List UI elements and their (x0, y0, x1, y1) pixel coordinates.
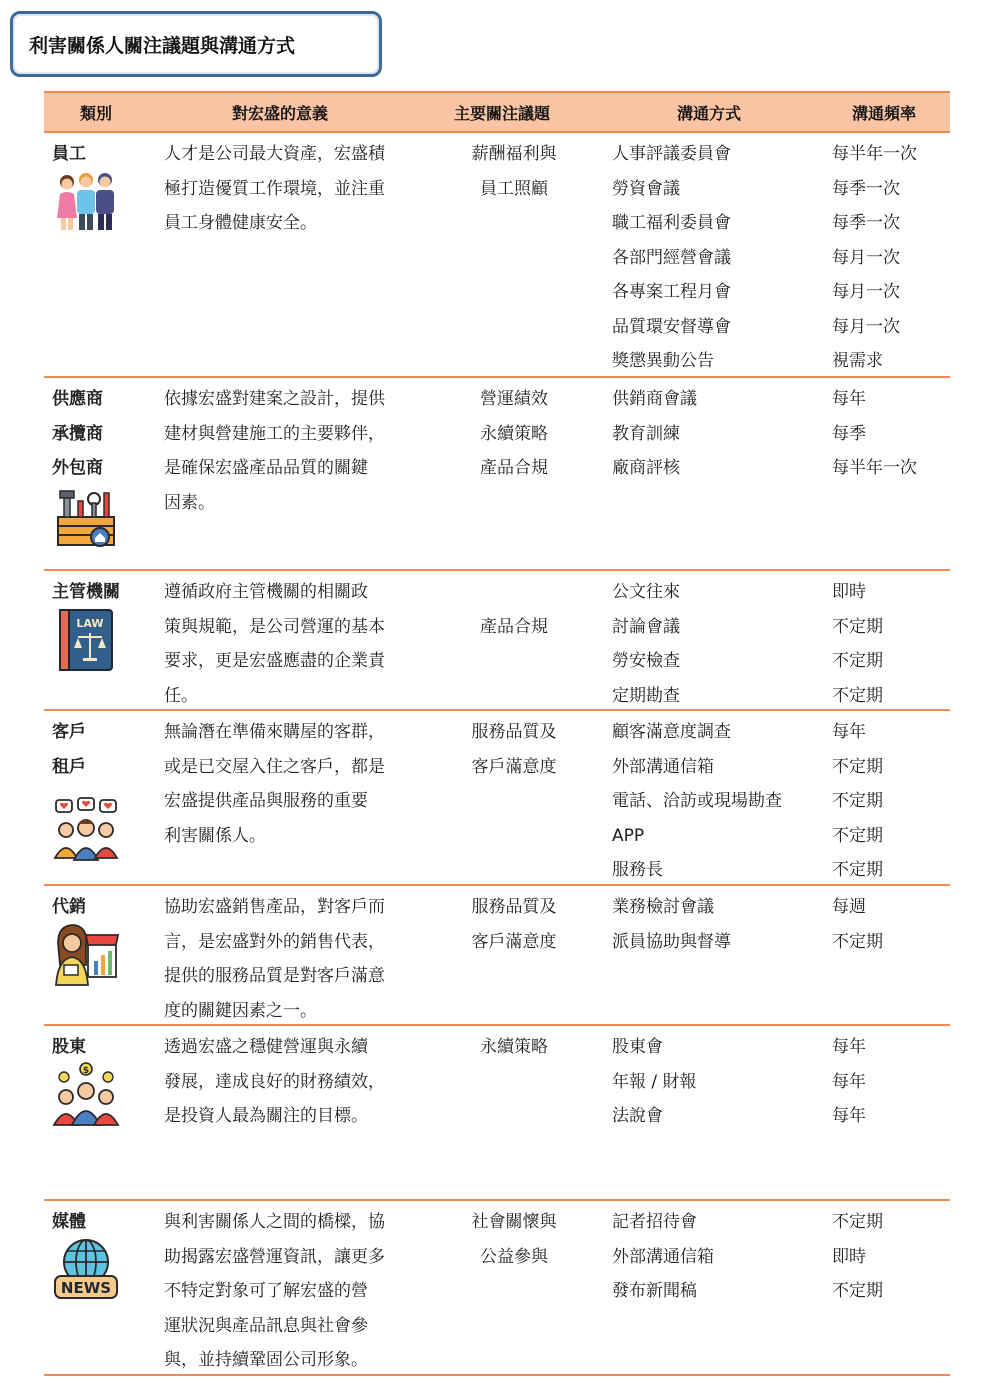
issues-line: 薪酬福利與 (471, 144, 557, 164)
issues-line: 永續策略 (480, 423, 548, 444)
shareholders-icon (52, 1061, 120, 1129)
issues-cell (444, 890, 584, 959)
methods-line: 教育訓練 (612, 423, 680, 444)
meaning-cell (164, 382, 434, 520)
category-cell (52, 575, 157, 610)
methods-line: 發布新聞稿 (612, 1281, 697, 1301)
frequency-line: 每季一次 (832, 213, 900, 233)
frequency-line: 每季 (832, 423, 866, 444)
methods-cell (612, 137, 822, 379)
frequency-line: 每年 (832, 389, 866, 409)
methods-line: 獎懲異動公告 (612, 351, 714, 371)
category-line: 員工 (52, 144, 86, 164)
category-line: 承攬商 (52, 423, 103, 444)
issues-line: 客戶滿意度 (471, 756, 557, 777)
table-row (44, 1201, 950, 1376)
issues-cell (444, 1030, 584, 1065)
table-row (44, 886, 950, 1026)
law-book-text: LAW (76, 617, 104, 630)
table-row (44, 711, 950, 886)
meaning-line: 或是已交屋入住之客戶，都是 (164, 756, 385, 777)
meaning-line: 任。 (164, 685, 198, 706)
frequency-line: 每季一次 (832, 178, 900, 199)
frequency-line: 不定期 (832, 825, 883, 846)
table-row (44, 1026, 950, 1201)
methods-line: 各部門經營會議 (612, 247, 731, 268)
category-cell (52, 715, 157, 784)
methods-cell (612, 715, 822, 888)
meaning-line: 與，並持續鞏固公司形象。 (164, 1350, 368, 1370)
frequency-line: 每年 (832, 1106, 866, 1126)
frequency-line: 不定期 (832, 931, 883, 952)
methods-cell (612, 890, 822, 959)
frequency-line: 每半年一次 (832, 458, 917, 478)
toolbox-icon (52, 483, 120, 551)
category-line: 租戶 (52, 756, 86, 777)
meaning-line: 不特定對象可了解宏盛的營 (164, 1281, 368, 1301)
header-frequency: 溝通頻率 (852, 104, 917, 123)
meaning-line: 運狀況與產品訊息與社會參 (164, 1315, 368, 1336)
issues-line: 社會關懷與 (471, 1212, 557, 1232)
frequency-line: 每年 (832, 722, 866, 742)
issues-cell (444, 575, 584, 644)
frequency-cell (832, 715, 947, 888)
methods-line: 業務檢討會議 (612, 897, 714, 917)
methods-cell (612, 575, 822, 713)
methods-line: 勞資會議 (612, 178, 680, 199)
meaning-line: 與利害關係人之間的橋樑，協 (164, 1212, 385, 1232)
frequency-line: 每半年一次 (832, 144, 917, 164)
meaning-line: 度的關鍵因素之一。 (164, 1000, 317, 1021)
methods-line: 勞安檢查 (612, 651, 680, 671)
methods-line: 派員協助與督導 (612, 931, 731, 952)
meaning-line: 言，是宏盛對外的銷售代表， (164, 931, 385, 952)
header-category: 類別 (80, 104, 113, 123)
svg-text:$: $ (82, 1066, 90, 1076)
methods-line: 供銷商會議 (612, 389, 697, 409)
frequency-line: 視需求 (832, 351, 883, 371)
frequency-line: 不定期 (832, 685, 883, 706)
methods-cell (612, 1030, 822, 1134)
header-methods: 溝通方式 (677, 104, 742, 123)
frequency-line: 每年 (832, 1037, 866, 1057)
header-issues: 主要關注議題 (454, 104, 551, 123)
issues-line: 服務品質及 (471, 722, 557, 742)
issues-line: 產品合規 (480, 458, 548, 478)
category-line: 主管機關 (52, 582, 120, 602)
methods-line: 服務長 (612, 860, 663, 880)
issues-line (444, 575, 584, 610)
issues-cell (444, 1205, 584, 1274)
frequency-line: 不定期 (832, 1281, 883, 1301)
meaning-line: 提供的服務品質是對客戶滿意 (164, 966, 385, 986)
issues-line: 營運績效 (480, 389, 548, 409)
table-row (44, 133, 950, 378)
frequency-line: 不定期 (832, 616, 883, 637)
meaning-cell (164, 575, 434, 713)
customers-icon (52, 796, 120, 864)
category-cell (52, 1030, 157, 1065)
frequency-line: 即時 (832, 1246, 866, 1267)
meaning-line: 因素。 (164, 492, 215, 513)
meaning-cell (164, 1205, 434, 1378)
meaning-cell (164, 1030, 434, 1134)
frequency-cell (832, 890, 947, 959)
methods-line: 記者招待會 (612, 1212, 697, 1232)
frequency-line: 每月一次 (832, 247, 900, 268)
page-title: 利害關係人關注議題與溝通方式 (10, 11, 382, 77)
frequency-line: 不定期 (832, 791, 883, 811)
methods-line: 職工福利委員會 (612, 213, 731, 233)
meaning-line: 發展，達成良好的財務績效， (164, 1071, 385, 1092)
methods-line: 外部溝通信箱 (612, 756, 714, 777)
table-row (44, 378, 950, 571)
issues-line: 客戶滿意度 (471, 931, 557, 952)
meaning-line: 極打造優質工作環境，並注重 (164, 178, 385, 199)
category-line: 供應商 (52, 389, 103, 409)
frequency-cell (832, 382, 947, 486)
meaning-line: 無論潛在準備來購屋的客群， (164, 722, 385, 742)
table-header (44, 91, 950, 133)
methods-line: 顧客滿意度調查 (612, 722, 731, 742)
methods-line: 各專案工程月會 (612, 282, 731, 302)
table-row (44, 571, 950, 711)
frequency-line: 每月一次 (832, 282, 900, 302)
meaning-line: 透過宏盛之穩健營運與永續 (164, 1037, 368, 1057)
frequency-line: 即時 (832, 582, 866, 602)
meaning-cell (164, 137, 434, 241)
frequency-line: 不定期 (832, 1212, 883, 1232)
header-meaning: 對宏盛的意義 (232, 104, 329, 123)
frequency-line: 不定期 (832, 756, 883, 777)
frequency-line: 不定期 (832, 651, 883, 671)
category-cell (52, 1205, 157, 1240)
category-cell (52, 890, 157, 925)
methods-cell (612, 1205, 822, 1309)
category-cell (52, 137, 157, 172)
issues-line: 永續策略 (480, 1037, 548, 1057)
news-globe-icon (52, 1236, 120, 1304)
methods-line: 人事評議委員會 (612, 144, 731, 164)
employees-icon (52, 168, 120, 236)
frequency-line: 不定期 (832, 860, 883, 880)
news-label-text: NEWS (60, 1279, 112, 1297)
meaning-line: 人才是公司最大資產，宏盛積 (164, 144, 385, 164)
meaning-line: 建材與營建施工的主要夥伴， (164, 423, 385, 444)
methods-line: 公文往來 (612, 582, 680, 602)
sales-agent-icon (52, 921, 120, 989)
meaning-line: 是確保宏盛產品品質的關鍵 (164, 458, 368, 478)
frequency-line: 每月一次 (832, 316, 900, 337)
meaning-line: 是投資人最為關注的目標。 (164, 1106, 368, 1126)
category-cell (52, 382, 157, 486)
methods-line: 年報 / 財報 (612, 1071, 697, 1092)
category-line: 代銷 (52, 897, 86, 917)
issues-line: 服務品質及 (471, 897, 557, 917)
issues-cell (444, 715, 584, 784)
stakeholder-table (44, 91, 950, 1376)
methods-line: 廠商評核 (612, 458, 680, 478)
meaning-cell (164, 715, 434, 853)
frequency-cell (832, 137, 947, 379)
methods-line: 股東會 (612, 1037, 663, 1057)
frequency-line: 每年 (832, 1071, 866, 1092)
issues-line: 員工照顧 (480, 178, 548, 199)
methods-line: 外部溝通信箱 (612, 1246, 714, 1267)
issues-cell (444, 382, 584, 486)
meaning-line: 利害關係人。 (164, 825, 266, 846)
meaning-line: 員工身體健康安全。 (164, 213, 317, 233)
category-line: 媒體 (52, 1212, 86, 1232)
frequency-line: 每週 (832, 897, 866, 917)
methods-line: 法說會 (612, 1106, 663, 1126)
law-book-icon (52, 606, 120, 674)
issues-cell (444, 137, 584, 206)
frequency-cell (832, 1030, 947, 1134)
methods-line: 討論會議 (612, 616, 680, 637)
meaning-line: 要求，更是宏盛應盡的企業責 (164, 651, 385, 671)
meaning-line: 策與規範，是公司營運的基本 (164, 616, 385, 637)
frequency-cell (832, 575, 947, 713)
meaning-line: 助揭露宏盛營運資訊，讓更多 (164, 1246, 385, 1267)
category-line: 客戶 (52, 722, 86, 742)
table-body (44, 133, 950, 1376)
methods-line: 品質環安督導會 (612, 316, 731, 337)
issues-line: 公益參與 (480, 1246, 548, 1267)
methods-line: 電話、洽訪或現場勘查 (612, 791, 782, 811)
frequency-cell (832, 1205, 947, 1309)
meaning-cell (164, 890, 434, 1028)
meaning-line: 依據宏盛對建案之設計，提供 (164, 389, 385, 409)
meaning-line: 協助宏盛銷售產品，對客戶而 (164, 897, 385, 917)
category-line: 股東 (52, 1037, 86, 1057)
methods-line: APP (612, 825, 645, 846)
meaning-line: 宏盛提供產品與服務的重要 (164, 791, 368, 811)
methods-line: 定期勘查 (612, 685, 680, 706)
methods-cell (612, 382, 822, 486)
category-line: 外包商 (52, 458, 103, 478)
meaning-line: 遵循政府主管機關的相關政 (164, 582, 368, 602)
issues-line: 產品合規 (480, 616, 548, 637)
